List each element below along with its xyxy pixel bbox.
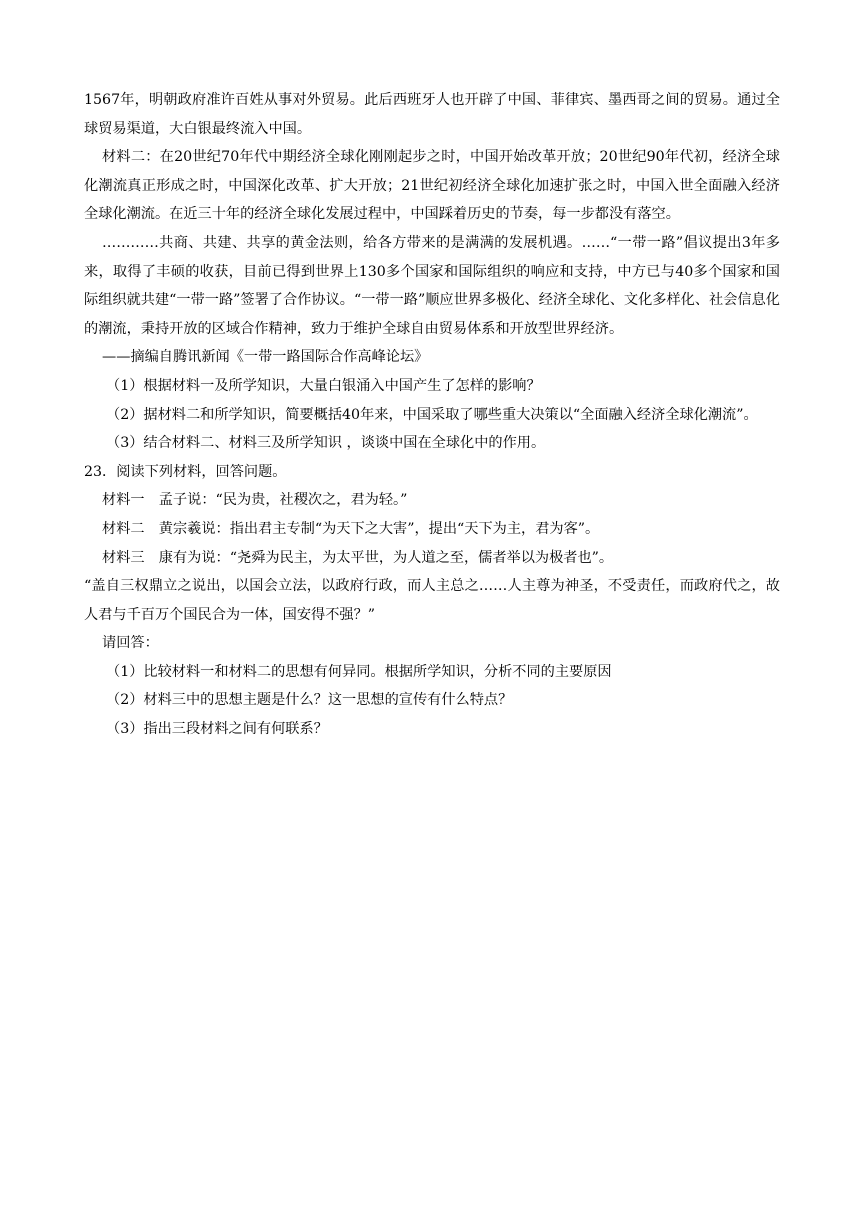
paragraph-material-three: …………共商、共建、共享的黄金法则，给各方带来的是满满的发展机遇。……“一带一路”倡议提出3年多来，取得了丰硕的收获，目前已得到世界上130多个国家和国际组织的响应和支持，中方已与40多个国家和国际组织就共建“一带一路”签署了合作协议。“一带一路”顺应世界多极化、经济全球化、文化多样化、社会信息化的潮流，秉持开放的区域合作精神，致力于维护全球自由贸易体系和开放型世界经济。: [84, 234, 780, 337]
question-22-1: （1）根据材料一及所学知识，大量白银涌入中国产生了怎样的影响？: [106, 377, 541, 394]
question-22-3: （3）结合材料二、材料三及所学知识 ，谈谈中国在全球化中的作用。: [106, 435, 546, 452]
material-23-three-quote: “盖自三权鼎立之说出，以国会立法，以政府行政，而人主总之……人主尊为神圣，不受责任，而政府代之，故人君与千百万个国民合为一体，国安得不强？”: [84, 578, 780, 623]
question-23-1: （1）比较材料一和材料二的思想有何异同。根据所学知识，分析不同的主要原因: [106, 663, 612, 680]
material-23-two: 材料二 黄宗羲说：指出君主专制“为天下之大害”，提出“天下为主，君为客”。: [102, 520, 600, 537]
question-23-heading: 23．阅读下列材料，回答问题。: [84, 463, 287, 480]
material-23-one: 材料一 孟子说：“民为贵，社稷次之，君为轻。”: [102, 492, 408, 509]
answer-prompt: 请回答：: [102, 635, 159, 652]
paragraph-material-one-end: 1567年，明朝政府准许百姓从事对外贸易。此后西班牙人也开辟了中国、菲律宾、墨西哥之间的贸易。通过全球贸易渠道，大白银最终流入中国。: [84, 92, 780, 137]
question-23-3: （3）指出三段材料之间有何联系？: [106, 721, 328, 738]
material-23-three: 材料三 康有为说：“尧舜为民主，为太平世，为人道之至，儒者举以为极者也”。: [102, 549, 614, 566]
paragraph-material-two: 材料二：在20世纪70年代中期经济全球化刚刚起步之时，中国开始改革开放；20世纪90年代初，经济全球化潮流真正形成之时，中国深化改革、扩大开放；21世纪初经济全球化加速扩张之时，中国入世全面融入经济全球化潮流。在近三十年的经济全球化发展过程中，中国踩着历史的节奏，每一步都没有落空。: [84, 149, 780, 223]
question-22-2: （2）据材料二和所学知识，简要概括40年来，中国采取了哪些重大决策以“全面融入经济全球化潮流”。: [106, 406, 758, 423]
document-page: [84, 86, 780, 744]
question-23-2: （2）材料三中的思想主题是什么？这一思想的宣传有什么特点？: [106, 692, 513, 709]
source-citation: ——摘编自腾讯新闻《一带一路国际合作高峰论坛》: [102, 349, 429, 366]
